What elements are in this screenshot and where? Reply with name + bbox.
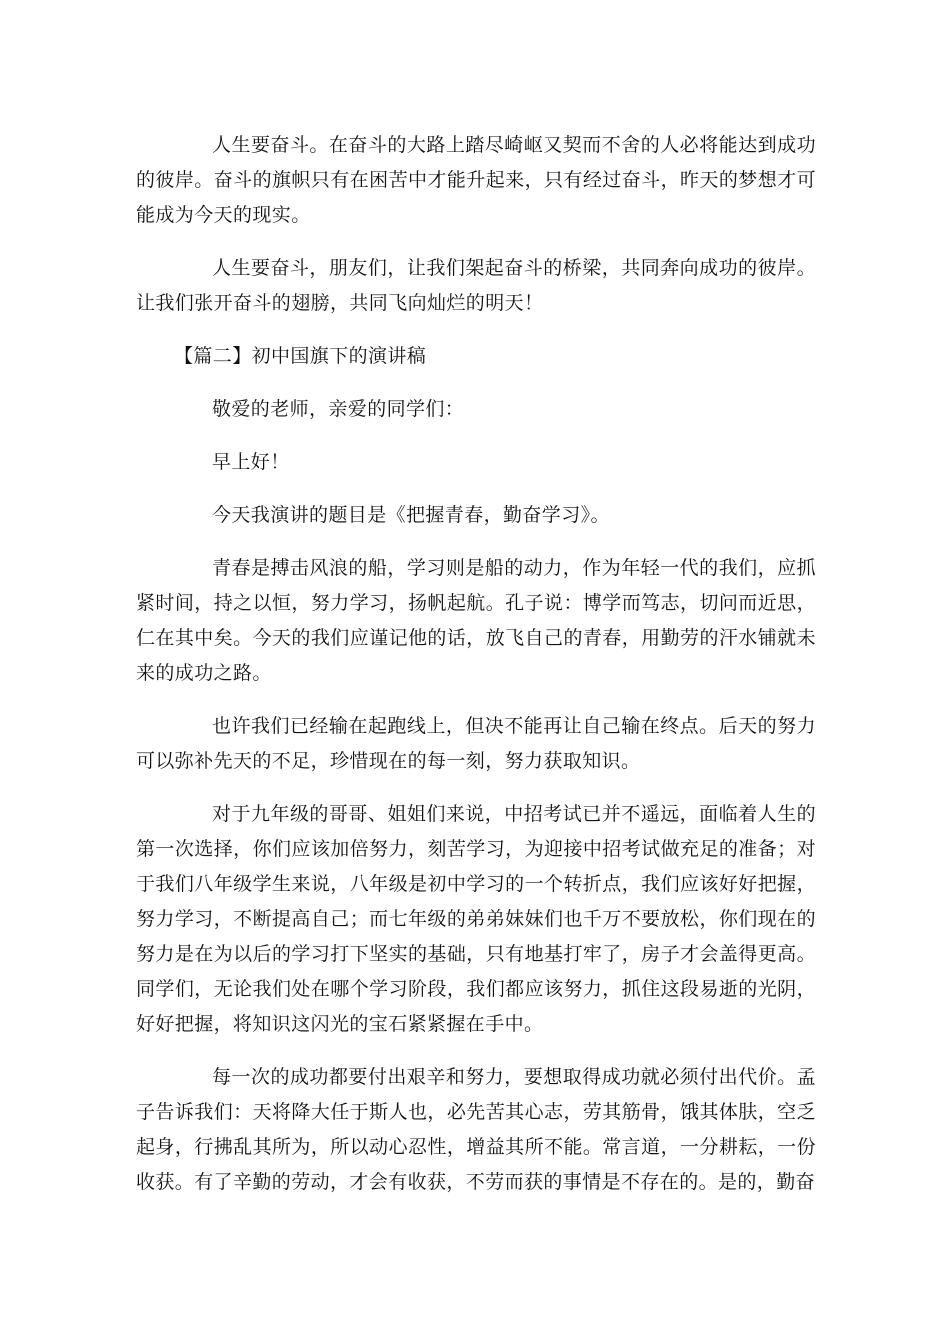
paragraph: 每一次的成功都要付出艰辛和努力，要想取得成功就必须付出代价。孟子告诉我们：天将降大任于斯人也，必先苦其心志，劳其筋骨，饿其体肤，空乏起身，行拂乱其所为，所以动心忍性，增益其所不能。常言道，一分耕耘，一份收获。有了辛勤的劳动，才会有收获，不劳而获的事情是不存在的。是的，勤奋 [136,1066,816,1193]
paragraph: 人生要奋斗，朋友们，让我们架起奋斗的桥梁，共同奔向成功的彼岸。让我们张开奋斗的翅膀，共同飞向灿烂的明天！ [136,257,816,314]
paragraph: 人生要奋斗。在奋斗的大路上踏尽崎岖又契而不舍的人必将能达到成功的彼岸。奋斗的旗帜只有在困苦中才能升起来，只有经过奋斗，昨天的梦想才可能成为今天的现实。 [136,134,816,226]
section-heading: 【篇二】初中国旗下的演讲稿 [174,345,427,367]
document-page [136,128,816,1218]
paragraph: 也许我们已经输在起跑线上，但决不能再让自己输在终点。后天的努力可以弥补先天的不足，珍惜现在的每一刻，努力获取知识。 [136,715,816,772]
paragraph: 早上好！ [212,451,290,473]
paragraph: 对于九年级的哥哥、姐姐们来说，中招考试已并不遥远，面临着人生的第一次选择，你们应该加倍努力，刻苦学习，为迎接中招考试做充足的准备；对于我们八年级学生来说，八年级是初中学习的一个转折点，我们应该好好把握，努力学习，不断提高自己；而七年级的弟弟妹妹们也千万不要放松，你们现在的努力是在为以后的学习打下坚实的基础，只有地基打牢了，房子才会盖得更高。同学们，无论我们处在哪个学习阶段，我们都应该努力，抓住这段易逝的光阴，好好把握，将知识这闪光的宝石紧紧握在手中。 [136,803,816,1035]
paragraph: 青春是搏击风浪的船，学习则是船的动力，作为年轻一代的我们，应抓紧时间，持之以恒，努力学习，扬帆起航。孔子说：博学而笃志，切问而近思，仁在其中矣。今天的我们应谨记他的话，放飞自己的青春，用勤劳的汗水铺就未来的成功之路。 [136,557,816,684]
paragraph: 敬爱的老师，亲爱的同学们： [212,398,465,420]
paragraph: 今天我演讲的题目是《把握青春，勤奋学习》。 [212,504,610,526]
